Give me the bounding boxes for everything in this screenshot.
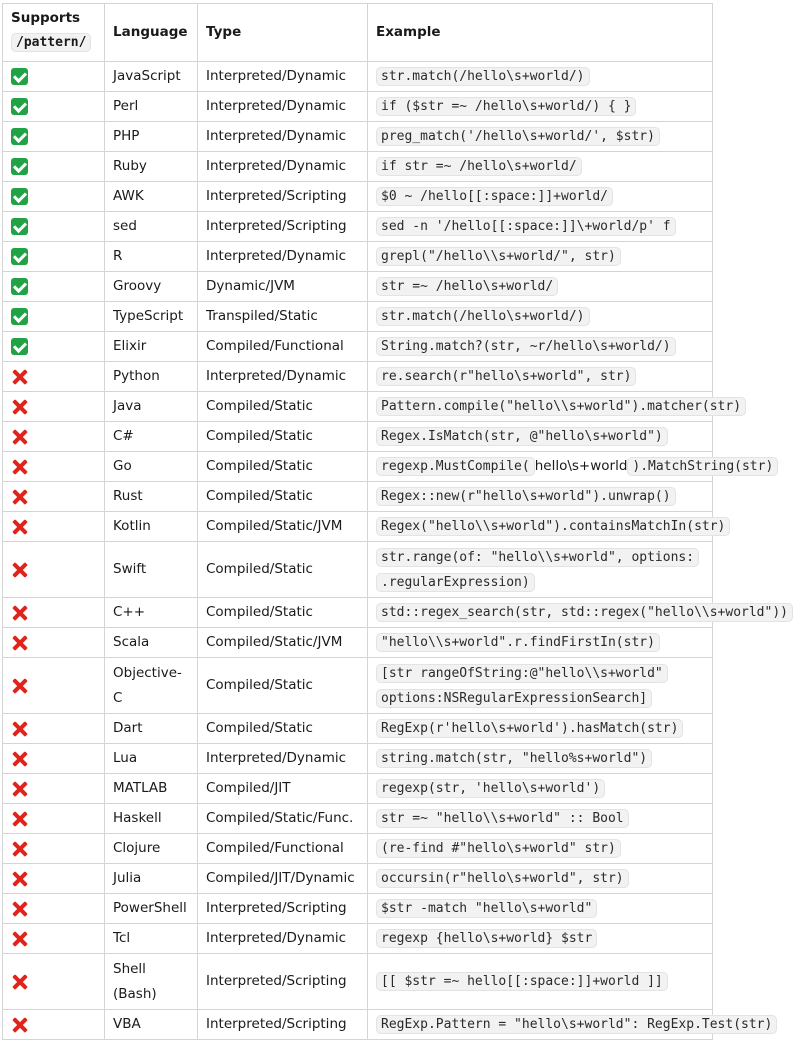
type-cell: Compiled/Static — [198, 482, 368, 512]
table-row — [3, 512, 713, 542]
code-snippet: preg_match('/hello\s+world/', $str) — [376, 127, 660, 146]
code-snippet: regexp.MustCompile( — [376, 457, 535, 476]
code-snippet: str.match(/hello\s+world/) — [376, 307, 590, 326]
cross-mark-icon — [11, 840, 28, 857]
check-mark-icon — [11, 308, 28, 325]
code-snippet: str =~ /hello\s+world/ — [376, 277, 558, 296]
table-row — [3, 122, 713, 152]
table-row — [3, 332, 713, 362]
check-mark-icon — [11, 338, 28, 355]
header-supports-label: Supports — [11, 10, 81, 26]
language-cell: Elixir — [105, 332, 198, 362]
language-cell — [105, 954, 198, 1010]
example-cell — [368, 512, 726, 542]
language-cell: Kotlin — [105, 512, 198, 542]
support-cell — [3, 422, 105, 452]
type-cell: Transpiled/Static — [198, 302, 368, 332]
cross-mark-icon — [11, 604, 28, 621]
cross-mark-icon — [11, 634, 28, 651]
example-cell — [368, 714, 713, 744]
example-cell — [368, 452, 774, 482]
support-cell — [3, 152, 105, 182]
example-cell — [368, 152, 713, 182]
language-cell: C++ — [105, 598, 198, 628]
language-cell: Perl — [105, 92, 198, 122]
type-cell: Interpreted/Scripting — [198, 182, 368, 212]
code-snippet: [str rangeOfString:@"hello\\s+world" — [376, 664, 668, 683]
cross-mark-icon — [11, 973, 28, 990]
type-cell: Compiled/Static — [198, 542, 368, 598]
language-cell: Clojure — [105, 834, 198, 864]
table-header-row — [3, 4, 713, 62]
example-cell — [368, 242, 713, 272]
table-row — [3, 628, 713, 658]
type-cell: Compiled/Static — [198, 422, 368, 452]
support-cell — [3, 804, 105, 834]
example-cell — [368, 924, 713, 954]
example-cell — [368, 954, 713, 1010]
example-cell — [368, 482, 713, 512]
support-cell — [3, 628, 105, 658]
support-cell — [3, 242, 105, 272]
language-cell: Java — [105, 392, 198, 422]
support-cell — [3, 362, 105, 392]
type-cell: Interpreted/Scripting — [198, 954, 368, 1010]
example-cell — [368, 542, 713, 598]
language-cell: AWK — [105, 182, 198, 212]
type-cell: Compiled/Static/Func. — [198, 804, 368, 834]
support-cell — [3, 512, 105, 542]
example-cell — [368, 894, 713, 924]
type-cell: Compiled/Static — [198, 658, 368, 714]
language-cell: PHP — [105, 122, 198, 152]
table-row — [3, 894, 713, 924]
header-example: Example — [368, 4, 713, 62]
code-snippet: re.search(r"hello\s+world", str) — [376, 367, 636, 386]
type-cell: Interpreted/Dynamic — [198, 122, 368, 152]
support-cell — [3, 92, 105, 122]
support-cell — [3, 212, 105, 242]
check-mark-icon — [11, 218, 28, 235]
example-cell — [368, 122, 713, 152]
language-line: Objective- — [113, 664, 182, 681]
table-row — [3, 212, 713, 242]
table-row — [3, 452, 713, 482]
cross-mark-icon — [11, 900, 28, 917]
table-row — [3, 834, 713, 864]
header-pattern-code: /pattern/ — [11, 33, 91, 52]
code-snippet: Regex("hello\\s+world").containsMatchIn(str) — [376, 517, 730, 536]
example-cell — [368, 272, 713, 302]
support-cell — [3, 924, 105, 954]
support-cell — [3, 834, 105, 864]
language-cell: R — [105, 242, 198, 272]
table-row — [3, 804, 713, 834]
header-supports — [3, 4, 105, 62]
code-snippet: string.match(str, "hello%s+world") — [376, 749, 652, 768]
check-mark-icon — [11, 98, 28, 115]
type-cell: Interpreted/Scripting — [198, 1010, 368, 1040]
table-row — [3, 422, 713, 452]
language-cell: Lua — [105, 744, 198, 774]
table-row — [3, 182, 713, 212]
support-cell — [3, 122, 105, 152]
example-cell — [368, 182, 713, 212]
code-snippet: [[ $str =~ hello[[:space:]]+world ]] — [376, 972, 668, 991]
support-cell — [3, 864, 105, 894]
example-cell — [368, 212, 713, 242]
table-row — [3, 92, 713, 122]
code-snippet: str.range(of: "hello\\s+world", options: — [376, 548, 699, 567]
example-line — [376, 686, 704, 711]
language-line: Shell — [113, 960, 146, 977]
example-line — [376, 570, 704, 595]
code-snippet: regexp {hello\s+world} $str — [376, 929, 597, 948]
support-cell — [3, 714, 105, 744]
support-cell — [3, 392, 105, 422]
language-cell: Rust — [105, 482, 198, 512]
type-cell: Interpreted/Scripting — [198, 894, 368, 924]
code-snippet: $str -match "hello\s+world" — [376, 899, 597, 918]
table-row — [3, 392, 713, 422]
support-cell — [3, 482, 105, 512]
code-snippet: str =~ "hello\\s+world" :: Bool — [376, 809, 629, 828]
support-cell — [3, 954, 105, 1010]
cross-mark-icon — [11, 810, 28, 827]
language-line: (Bash) — [113, 985, 157, 1002]
table-row — [3, 272, 713, 302]
example-line — [376, 661, 704, 686]
type-cell: Compiled/Static — [198, 598, 368, 628]
support-cell — [3, 774, 105, 804]
support-cell — [3, 1010, 105, 1040]
cross-mark-icon — [11, 780, 28, 797]
example-cell — [368, 92, 713, 122]
type-cell: Interpreted/Dynamic — [198, 152, 368, 182]
support-cell — [3, 182, 105, 212]
type-cell: Compiled/JIT/Dynamic — [198, 864, 368, 894]
support-cell — [3, 744, 105, 774]
check-mark-icon — [11, 188, 28, 205]
code-snippet: sed -n '/hello[[:space:]]\+world/p' f — [376, 217, 676, 236]
type-cell: Interpreted/Dynamic — [198, 362, 368, 392]
type-cell: Interpreted/Dynamic — [198, 92, 368, 122]
language-cell: Tcl — [105, 924, 198, 954]
table-row — [3, 542, 713, 598]
code-snippet: std::regex_search(str, std::regex("hello\\s+world")) — [376, 603, 793, 622]
support-cell — [3, 272, 105, 302]
type-cell: Compiled/Static — [198, 714, 368, 744]
table-row — [3, 954, 713, 1010]
cross-mark-icon — [11, 458, 28, 475]
table-row — [3, 774, 713, 804]
language-line: C — [113, 689, 123, 706]
code-snippet: .regularExpression) — [376, 573, 535, 592]
type-cell: Compiled/Static — [198, 392, 368, 422]
table-row — [3, 924, 713, 954]
language-cell: Go — [105, 452, 198, 482]
support-cell — [3, 598, 105, 628]
language-cell: Swift — [105, 542, 198, 598]
check-mark-icon — [11, 158, 28, 175]
table-row — [3, 864, 713, 894]
cross-mark-icon — [11, 518, 28, 535]
code-snippet: options:NSRegularExpressionSearch] — [376, 689, 652, 708]
language-cell: Haskell — [105, 804, 198, 834]
code-snippet: RegExp(r'hello\s+world').hasMatch(str) — [376, 719, 683, 738]
table-row — [3, 62, 713, 92]
example-cell — [368, 628, 713, 658]
support-cell — [3, 302, 105, 332]
type-cell: Compiled/Static — [198, 452, 368, 482]
code-snippet: str.match(/hello\s+world/) — [376, 67, 590, 86]
table-row — [3, 658, 713, 714]
example-cell — [368, 774, 713, 804]
type-cell: Interpreted/Dynamic — [198, 62, 368, 92]
example-cell — [368, 1010, 773, 1040]
example-cell — [368, 332, 713, 362]
support-cell — [3, 62, 105, 92]
cross-mark-icon — [11, 677, 28, 694]
table-row — [3, 302, 713, 332]
support-cell — [3, 332, 105, 362]
type-cell: Compiled/Static/JVM — [198, 628, 368, 658]
table-row — [3, 598, 713, 628]
cross-mark-icon — [11, 561, 28, 578]
table-row — [3, 152, 713, 182]
code-snippet: ).MatchString(str) — [627, 457, 778, 476]
language-cell: Ruby — [105, 152, 198, 182]
cross-mark-icon — [11, 930, 28, 947]
table-row — [3, 482, 713, 512]
type-cell: Interpreted/Scripting — [198, 212, 368, 242]
example-cell — [368, 598, 788, 628]
cross-mark-icon — [11, 870, 28, 887]
code-snippet: $0 ~ /hello[[:space:]]+world/ — [376, 187, 613, 206]
example-cell — [368, 392, 742, 422]
table-body — [3, 62, 788, 1040]
cross-mark-icon — [11, 1016, 28, 1033]
language-cell: Julia — [105, 864, 198, 894]
type-cell: Interpreted/Dynamic — [198, 242, 368, 272]
language-cell: Groovy — [105, 272, 198, 302]
code-snippet: (re-find #"hello\s+world" str) — [376, 839, 621, 858]
support-cell — [3, 658, 105, 714]
check-mark-icon — [11, 278, 28, 295]
language-cell: C# — [105, 422, 198, 452]
check-mark-icon — [11, 128, 28, 145]
language-cell: Dart — [105, 714, 198, 744]
support-cell — [3, 894, 105, 924]
table-row — [3, 362, 713, 392]
code-snippet: "hello\\s+world".r.findFirstIn(str) — [376, 633, 660, 652]
type-cell: Interpreted/Dynamic — [198, 924, 368, 954]
example-cell — [368, 744, 713, 774]
check-mark-icon — [11, 248, 28, 265]
code-snippet: RegExp.Pattern = "hello\s+world": RegExp.Test(str) — [376, 1015, 777, 1034]
language-cell: PowerShell — [105, 894, 198, 924]
example-cell — [368, 864, 713, 894]
code-snippet: if ($str =~ /hello\s+world/) { } — [376, 97, 636, 116]
language-cell: TypeScript — [105, 302, 198, 332]
type-cell: Compiled/Static/JVM — [198, 512, 368, 542]
type-cell: Compiled/Functional — [198, 332, 368, 362]
cross-mark-icon — [11, 720, 28, 737]
example-cell — [368, 362, 713, 392]
type-cell: Interpreted/Dynamic — [198, 744, 368, 774]
example-cell — [368, 658, 713, 714]
type-cell: Dynamic/JVM — [198, 272, 368, 302]
header-type: Type — [198, 4, 368, 62]
support-cell — [3, 452, 105, 482]
table-row — [3, 242, 713, 272]
code-snippet: Regex::new(r"hello\s+world").unwrap() — [376, 487, 676, 506]
example-cell — [368, 62, 713, 92]
language-cell: Scala — [105, 628, 198, 658]
header-language: Language — [105, 4, 198, 62]
support-cell — [3, 542, 105, 598]
table-row — [3, 1010, 713, 1040]
code-snippet: regexp(str, 'hello\s+world') — [376, 779, 605, 798]
cross-mark-icon — [11, 428, 28, 445]
language-cell: sed — [105, 212, 198, 242]
example-cell — [368, 422, 713, 452]
table-row — [3, 744, 713, 774]
type-cell: Compiled/Functional — [198, 834, 368, 864]
code-snippet: occursin(r"hello\s+world", str) — [376, 869, 629, 888]
regex-support-table — [2, 3, 788, 1040]
check-mark-icon — [11, 68, 28, 85]
language-cell: VBA — [105, 1010, 198, 1040]
language-cell: JavaScript — [105, 62, 198, 92]
code-snippet: grepl("/hello\\s+world/", str) — [376, 247, 621, 266]
cross-mark-icon — [11, 750, 28, 767]
cross-mark-icon — [11, 398, 28, 415]
cross-mark-icon — [11, 488, 28, 505]
example-cell — [368, 302, 713, 332]
example-cell — [368, 804, 713, 834]
code-snippet: String.match?(str, ~r/hello\s+world/) — [376, 337, 676, 356]
language-cell: MATLAB — [105, 774, 198, 804]
cross-mark-icon — [11, 368, 28, 385]
code-snippet: Regex.IsMatch(str, @"hello\s+world") — [376, 427, 668, 446]
language-cell — [105, 658, 198, 714]
pattern-text: hello\s+world — [534, 458, 628, 474]
example-cell — [368, 834, 713, 864]
code-snippet: Pattern.compile("hello\\s+world").matcher(str) — [376, 397, 746, 416]
example-line — [376, 545, 704, 570]
table-row — [3, 714, 713, 744]
code-snippet: if str =~ /hello\s+world/ — [376, 157, 582, 176]
language-cell: Python — [105, 362, 198, 392]
type-cell: Compiled/JIT — [198, 774, 368, 804]
